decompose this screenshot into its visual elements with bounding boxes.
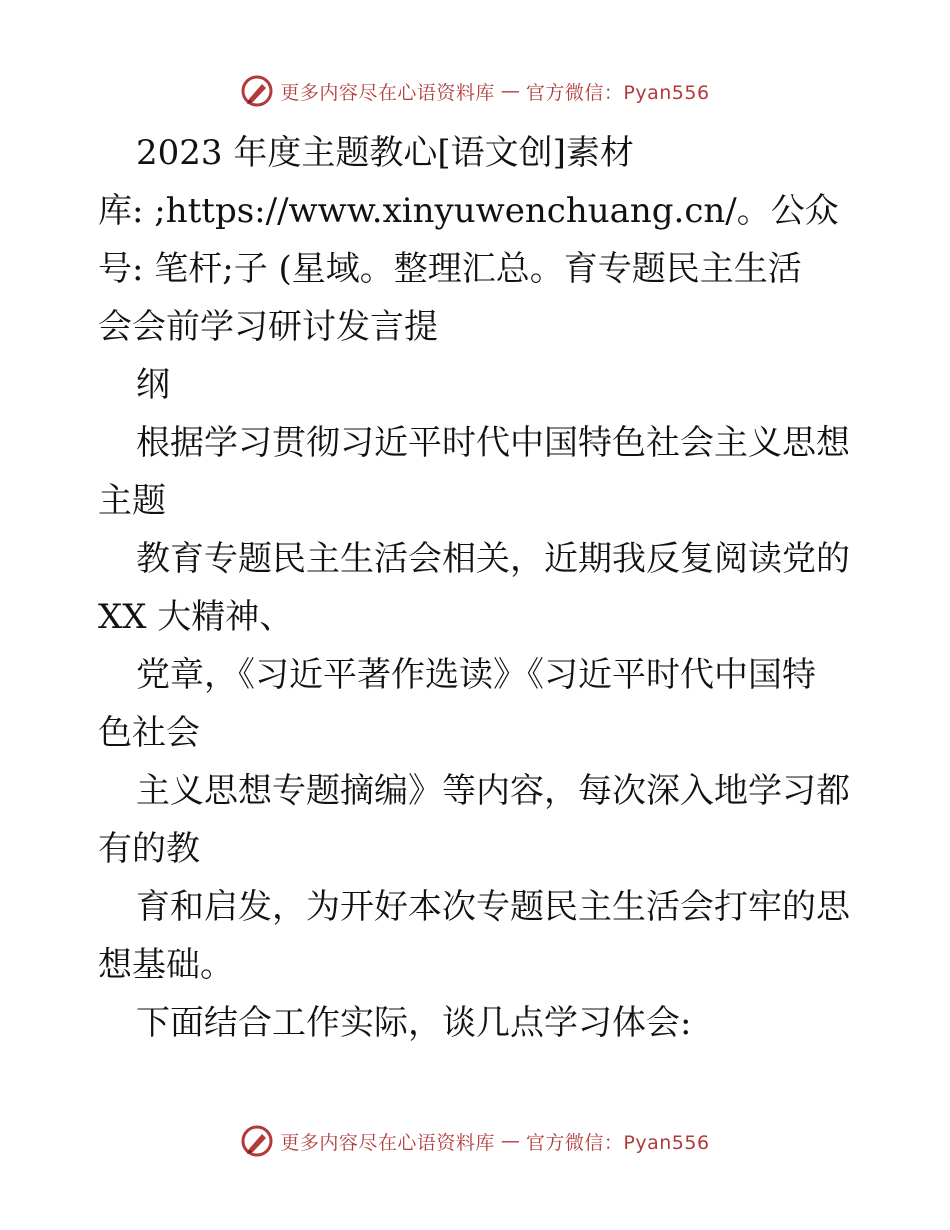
text-line: 育和启发，为开好本次专题民主生活会打牢的思 (136, 887, 850, 927)
watermark-separator: — (500, 80, 520, 102)
text-line: 色社会 (98, 713, 200, 753)
text-line: 有的教 (98, 829, 200, 869)
watermark-brand: 更多内容尽在心语资料库 (280, 1131, 495, 1154)
text-line: 会会前学习研讨发言提 (98, 307, 438, 347)
text-line: 2023 年度主题教心[语文创]素材 (136, 133, 634, 173)
footer-watermark (0, 1124, 950, 1158)
text-line: 教育专题民主生活会相关，近期我反复阅读党的 (136, 539, 850, 579)
pen-logo-icon (240, 1124, 274, 1158)
text-line: 下面结合工作实际，谈几点学习体会: (136, 1003, 692, 1043)
text-line: 想基础。 (98, 945, 234, 985)
watermark-contact: 官方微信：Pyan556 (525, 81, 710, 104)
header-watermark (0, 74, 950, 108)
text-line: 号: 笔杆;子 (星域。整理汇总。育专题民主生活 (98, 249, 802, 289)
watermark-brand: 更多内容尽在心语资料库 (280, 81, 495, 104)
watermark-separator: — (500, 1130, 520, 1152)
text-line: 库: ;https://www.xinyuwenchuang.cn/。公众 (98, 191, 839, 231)
document-body (98, 124, 858, 1052)
text-line: 根据学习贯彻习近平时代中国特色社会主义思想 (136, 423, 850, 463)
text-line: XX 大精神、 (98, 597, 294, 637)
watermark-contact: 官方微信：Pyan556 (525, 1131, 710, 1154)
pen-logo-icon (240, 74, 274, 108)
text-line: 党章，《习近平著作选读》《习近平时代中国特 (136, 655, 816, 695)
text-line: 纲 (136, 365, 170, 405)
text-line: 主题 (98, 481, 166, 521)
text-line: 主义思想专题摘编》等内容，每次深入地学习都 (136, 771, 850, 811)
